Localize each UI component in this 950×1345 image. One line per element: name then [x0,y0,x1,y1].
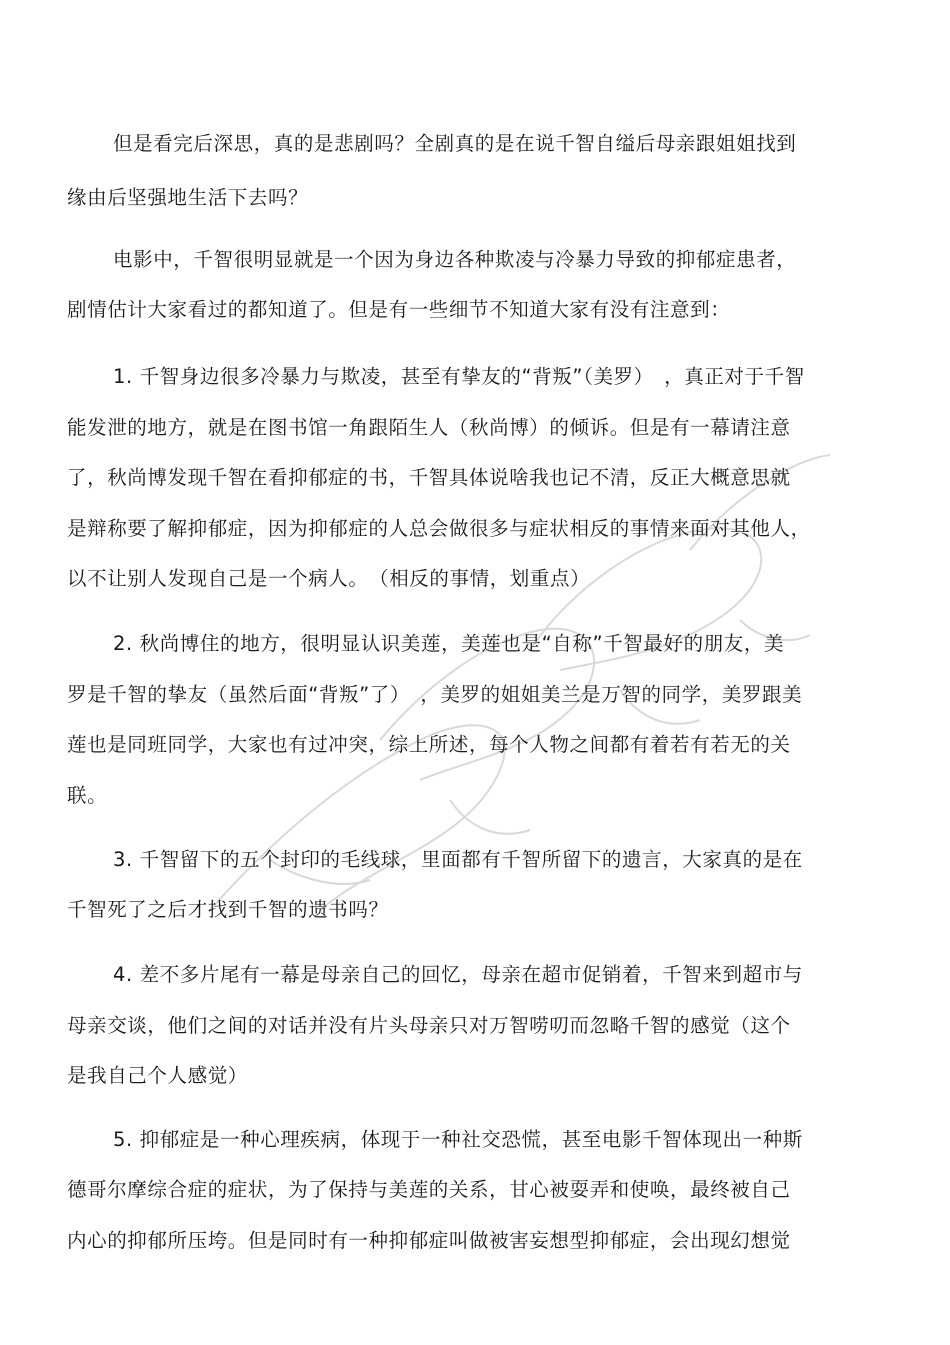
paragraph-line: 能发泄的地方，就是在图书馆一角跟陌生人（秋尚博）的倾诉。但是有一幕请注意 [67,416,791,439]
paragraph-line: 联。 [67,784,108,807]
paragraph-line: 以不让别人发现自己是一个病人。 （相反的事情，划重点） [67,567,591,590]
paragraph-line: 了，秋尚博发现千智在看抑郁症的书，千智具体说啥我也记不清，反正大概意思就 [67,466,791,489]
paragraph-line: 3. 千智留下的五个封印的毛线球，里面都有千智所留下的遗言，大家真的是在 [113,848,803,871]
paragraph-line: 缘由后坚强地生活下去吗？ [67,186,309,209]
paragraph-line: 罗是千智的挚友（虽然后面“背叛”了） ，美罗的姐姐美兰是万智的同学，美罗跟美 [67,683,803,706]
paragraph-line: 4. 差不多片尾有一幕是母亲自己的回忆，母亲在超市促销着，千智来到超市与 [113,963,803,986]
paragraph-line: 内心的抑郁所压垮。但是同时有一种抑郁症叫做被害妄想型抑郁症，会出现幻想觉 [67,1229,791,1252]
paragraph-line: 千智死了之后才找到千智的遗书吗？ [67,898,389,921]
paragraph-line: 母亲交谈，他们之间的对话并没有片头母亲只对万智唠叨而忽略千智的感觉（这个 [67,1014,791,1037]
paragraph-line: 电影中，千智很明显就是一个因为身边各种欺凌与冷暴力导致的抑郁症患者， [113,248,797,271]
paragraph-line: 2. 秋尚博住的地方，很明显认识美莲，美莲也是“自称”千智最好的朋友，美 [113,632,785,655]
paragraph-line: 5. 抑郁症是一种心理疾病，体现于一种社交恐慌，甚至电影千智体现出一种斯 [113,1128,803,1151]
paragraph-line: 但是看完后深思，真的是悲剧吗？全剧真的是在说千智自缢后母亲跟姐姐找到 [113,132,797,155]
paragraph-line: 1. 千智身边很多冷暴力与欺凌，甚至有挚友的“背叛”（美罗） ，真正对于千智 [113,365,805,388]
paragraph-line: 莲也是同班同学，大家也有过冲突，综上所述，每个人物之间都有着若有若无的关 [67,733,791,756]
paragraph-line: 是辩称要了解抑郁症，因为抑郁症的人总会做很多与症状相反的事情来面对其他人， [67,517,811,540]
paragraph-line: 德哥尔摩综合症的症状，为了保持与美莲的关系，甘心被耍弄和使唤，最终被自己 [67,1178,791,1201]
paragraph-line: 是我自己个人感觉） [67,1064,248,1087]
paragraph-line: 剧情估计大家看过的都知道了。但是有一些细节不知道大家有没有注意到： [67,298,731,321]
